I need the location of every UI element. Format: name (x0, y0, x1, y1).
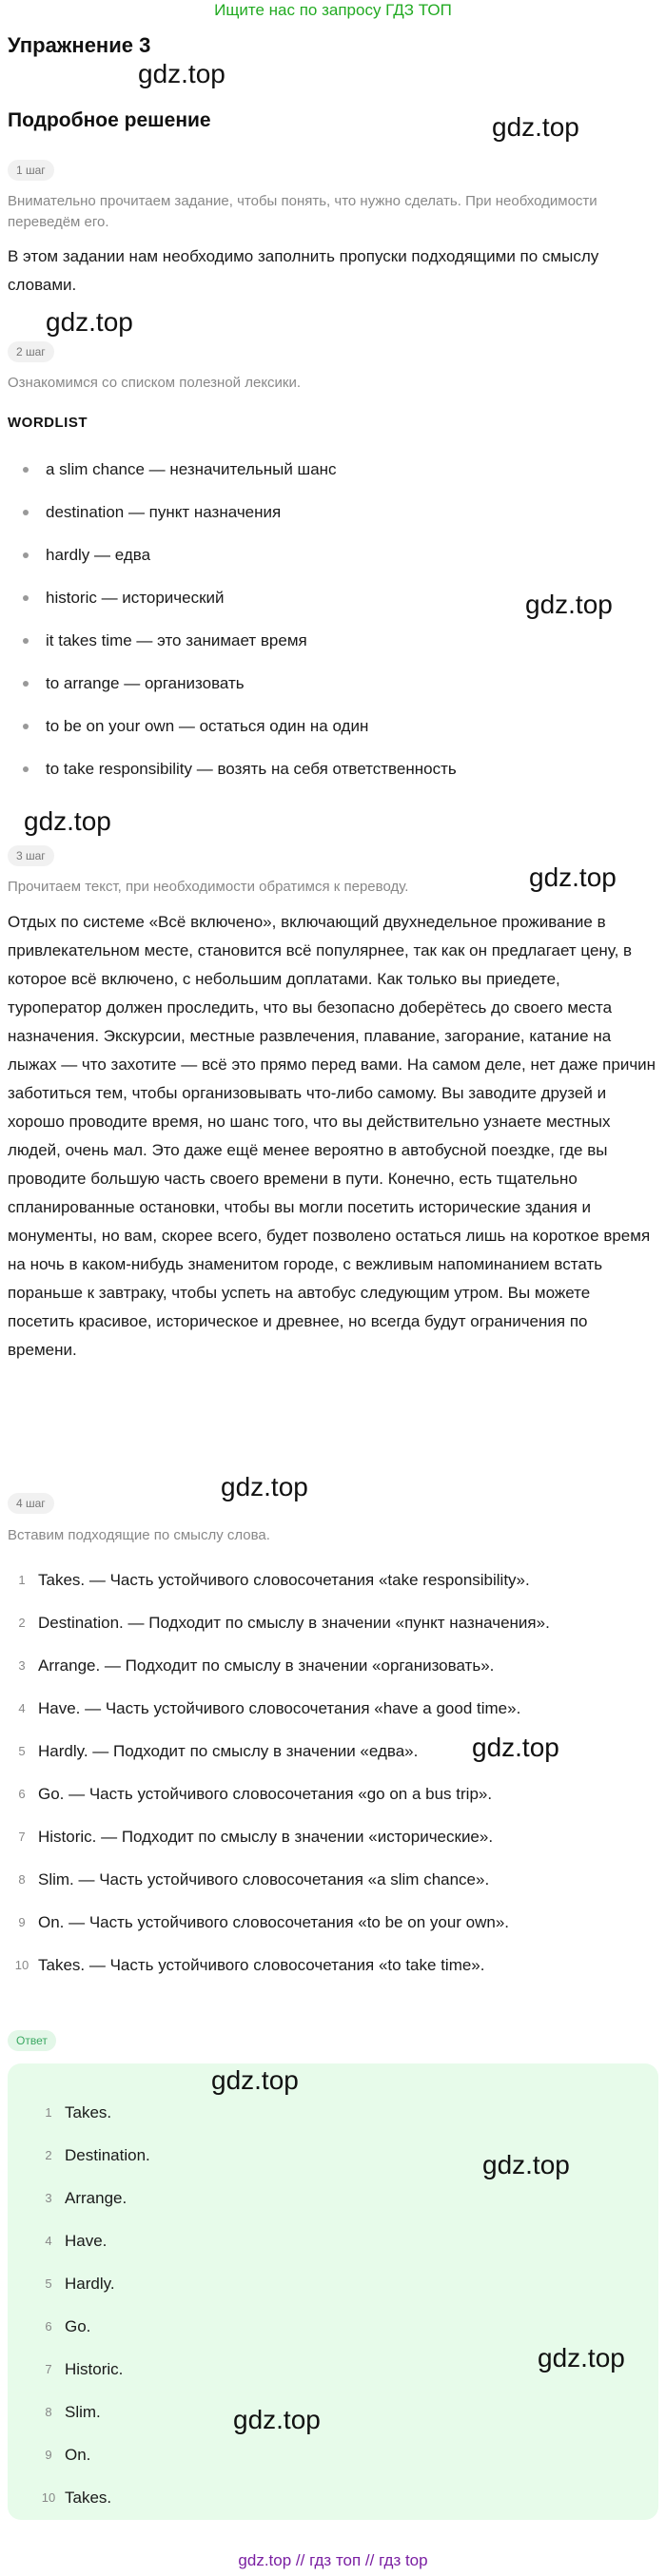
bullet-icon (23, 724, 29, 729)
bullet-icon (23, 638, 29, 644)
bullet-icon (23, 552, 29, 558)
watermark: gdz.top (492, 112, 579, 142)
watermark: gdz.top (482, 2150, 570, 2179)
list-item: 5 Hardly. — Подходит по смыслу в значении «едва». (18, 1742, 419, 1760)
list-item: 5 Hardly. (45, 2275, 115, 2293)
wordlist (0, 454, 666, 796)
bullet-icon (23, 510, 29, 515)
list-item: 1 Takes. — Часть устойчивого словосочетания «take responsibility». (18, 1571, 530, 1589)
list-item: 1 Takes. (45, 2103, 112, 2121)
list-item: 6 Go. — Часть устойчивого словосочетания «go on a bus trip». (18, 1785, 493, 1803)
list-item: 4 Have. — Часть устойчивого словосочетания «have a good time». (18, 1699, 521, 1717)
list-item: 7 Historic. — Подходит по смыслу в значении «исторические». (18, 1828, 494, 1846)
list-item: destination — пункт назначения (0, 496, 666, 539)
solution-heading: Подробное решение (8, 109, 211, 131)
list-item: to be on your own — остаться один на один (0, 710, 666, 753)
list-item: 3 Arrange. — Подходит по смыслу в значении «организовать». (18, 1656, 495, 1675)
footer-links[interactable]: gdz.top // гдз топ // гдз top (238, 2551, 428, 2569)
step-4-hint: Вставим подходящие по смыслу слова. (8, 1527, 270, 1543)
watermark: gdz.top (138, 59, 225, 88)
solution-steps (0, 1566, 666, 1994)
list-item: a slim chance — незначительный шанс (0, 454, 666, 496)
step-3-hint: Прочитаем текст, при необходимости обратимся к переводу. (8, 879, 409, 895)
bullet-icon (23, 595, 29, 601)
list-item: hardly — едва (0, 539, 666, 582)
step-badge-3: 3 шаг (8, 845, 54, 866)
watermark: gdz.top (538, 2343, 625, 2373)
step-1-hint: Внимательно прочитаем задание, чтобы понять, что нужно сделать. При необходимости переведём его. (8, 193, 597, 230)
list-item: 7 Historic. (45, 2360, 124, 2378)
watermark: gdz.top (221, 1472, 308, 1501)
list-item: 10 Takes. — Часть устойчивого словосочетания «to take time». (14, 1956, 485, 1974)
step-badge-4: 4 шаг (8, 1493, 54, 1514)
step-2-hint: Ознакомимся со списком полезной лексики. (8, 375, 302, 391)
watermark: gdz.top (525, 590, 613, 619)
list-item: 4 Have. (45, 2232, 108, 2250)
list-item: to take responsibility — возять на себя ответственность (0, 753, 666, 796)
answer-badge: Ответ (8, 2030, 56, 2051)
watermark: gdz.top (472, 1733, 559, 1762)
list-item: it takes time — это занимает время (0, 625, 666, 668)
list-item: 10 Takes. (41, 2489, 112, 2507)
watermark: gdz.top (529, 862, 617, 892)
step-badge-1: 1 шаг (8, 160, 54, 181)
list-item: 3 Arrange. (45, 2189, 127, 2207)
list-item: 6 Go. (45, 2317, 91, 2335)
list-item: 2 Destination. — Подходит по смыслу в значении «пункт назначения». (18, 1614, 550, 1632)
list-item: historic — исторический (0, 582, 666, 625)
watermark: gdz.top (211, 2065, 299, 2095)
bullet-icon (23, 766, 29, 772)
wordlist-heading: WORDLIST (8, 415, 88, 431)
list-item: 8 Slim. — Часть устойчивого словосочетания «a slim chance». (18, 1870, 490, 1888)
list-item: to arrange — организовать (0, 668, 666, 710)
watermark: gdz.top (233, 2405, 321, 2434)
list-item: 8 Slim. (45, 2403, 101, 2421)
step-badge-2: 2 шаг (8, 341, 54, 362)
list-item: 9 On. (45, 2446, 91, 2464)
list-item: 2 Destination. (45, 2146, 150, 2164)
step-1-text: В этом задании нам необходимо заполнить пропуски подходящими по смыслу словами. (8, 247, 599, 294)
watermark: gdz.top (46, 307, 133, 337)
step-3-text: Отдых по системе «Всё включено», включающий двухнедельное проживание в привлекательном месте, становится всё популярнее, так как он предлагает цену, в которое всё включено, с небольшим доплатами. Как только вы приедете, туроператор должен проследить, что вы безопасно доберётесь до своего места назначения. Экскурсии, местные развлечения, плавание, загорание, катание на лыжах — что захотите — всё это прямо перед вами. На самом деле, нет даже причин заботиться тем, чтобы организовывать что-либо самому. Вы заводите друзей и хорошо проводите время, но шанс того, что вы действительно узнаете местных людей, очень мал. Это даже ещё менее вероятно в автобусной поездке, где вы проводите большую часть своего времени в пути. Конечно, есть тщательно спланированные остановки, чтобы вы могли посетить исторические здания и монументы, но вам, скорее всего, будет позволено остаться лишь на короткое время на ночь в каком-нибудь знаменитом городе, с вежливым напоминанием встать пораньше к завтраку, чтобы успеть на автобус следующим утром. Вы можете посетить красивое, историческое и древнее, но всегда будут ограничения по времени. (8, 913, 656, 1359)
top-banner: Ищите нас по запросу ГДЗ ТОП (214, 1, 452, 19)
watermark: gdz.top (24, 806, 111, 836)
bullet-icon (23, 681, 29, 687)
page-title: Упражнение 3 (8, 33, 151, 57)
list-item: 9 On. — Часть устойчивого словосочетания «to be on your own». (18, 1913, 510, 1931)
bullet-icon (23, 467, 29, 473)
